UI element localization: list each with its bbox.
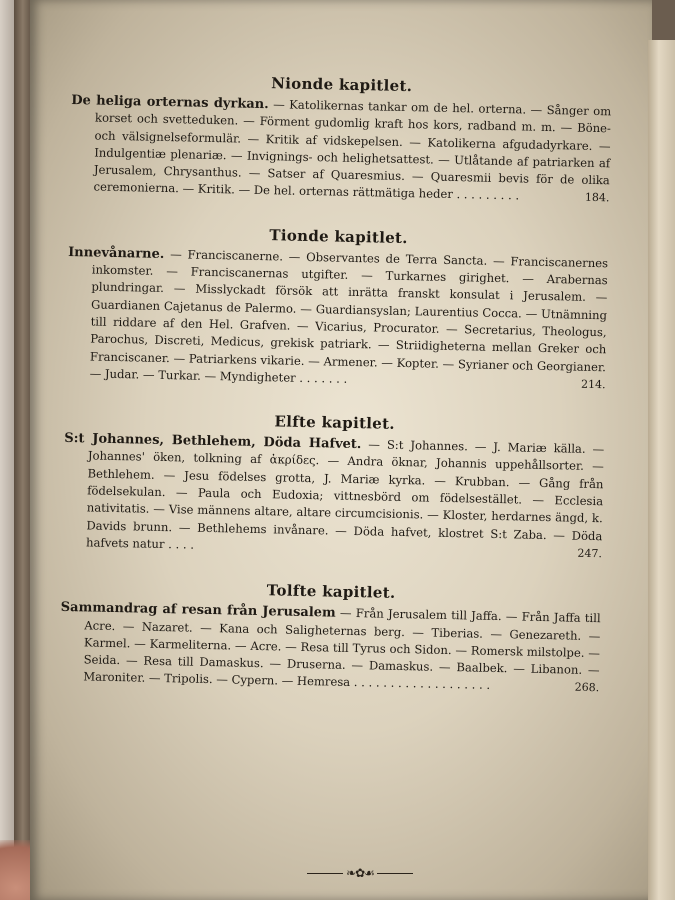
chapter-lead: S:t Johannes, Bethlehem, Döda Hafvet.: [64, 431, 362, 453]
chapter-title: Tolfte kapitlet.: [266, 581, 396, 603]
chapter-text: — Från Jerusalem till Jaffa. — Från Jaffa till Acre. — Nazaret. — Kana och Saligheternas berg. — Tiberias. — Genezareth. — Karmel. — Karmeliterna. — Acre. — Resa till Tyrus och Sidon. — Romersk milstolpe. — Seida. — Resa till Damaskus. — Druserna. — Damaskus. — Baalbek. — Libanon. — Maroniter. — Tripolis. — Cypern. — Hemresa . . . . . . . . . . . . . . . . . . .: [83, 605, 601, 693]
chapter-lead: Innevånarne.: [68, 244, 165, 262]
chapter-9: [69, 70, 612, 207]
table-of-contents: [59, 70, 612, 723]
chapter-lead: De heliga orternas dyrkan.: [71, 92, 269, 113]
chapter-text: — Franciscanerne. — Observantes de Terra Sancta. — Franciscanernes inkomster. — Franciscanernas utgifter. — Turkarnes girighet. — Arabernas plundringar. — Misslyckadt försök att inrätta franskt konsulat i Jerusalem. — Guardianen Cajetanus de Palermo. — Guardiansyslan; Laurentius Cocca. — Utnämning till riddare af den Hel. Grafven. — Vicarius, Procurator. — Secretarius, Theologus, Parochus, Discreti, Medicus, grekisk patriark. — Striidigheterna mellan Greker och Franciscaner. — Patriarkens vikarie. — Armener. — Kopter. — Syrianer och Georgianer. — Judar. — Turkar. — Myndigheter . . . . . . .: [89, 246, 609, 386]
ornament-glyph: ❧✿☙: [346, 866, 374, 880]
chapter-title: Tionde kapitlet.: [269, 225, 408, 247]
chapter-text: — S:t Johannes. — J. Mariæ källa. — Johannes' öken, tolkning af ἀκρίδες. — Andra öknar, Johannis uppehållsorter. — Bethlehem. — Jesu födelses grotta, J. Mariæ kyrka. — Krubban. — Gång från födelsekulan. — Paula och Eudoxia; vittnesbörd om födelsestället. — Ecclesia nativitatis. — Vise männens altare, altare circumcisionis. — Kloster, herdarnes ängd, k. Davids brunn. — Bethlehems invånare. — Döda hafvet, klostret S:t Zaba. — Döda hafvets natur . . . .: [85, 437, 605, 552]
chapter-summary: [59, 599, 601, 697]
page-number: 184.: [584, 191, 610, 205]
chapter-title: Elfte kapitlet.: [274, 412, 396, 433]
chapter-10: [65, 222, 608, 394]
ornament-divider: [300, 866, 420, 880]
page-number: 247.: [577, 546, 603, 561]
page-edge: [648, 40, 675, 900]
ornament-line-left: [307, 873, 343, 874]
chapter-lead: Sammandrag af resan från Jerusalem: [60, 600, 336, 621]
page-number: 268.: [574, 681, 600, 695]
chapter-summary: [65, 244, 608, 394]
chapter-11: [62, 408, 605, 562]
chapter-title: Nionde kapitlet.: [271, 74, 413, 96]
page-number: 214.: [580, 377, 606, 392]
chapter-summary: [69, 92, 611, 207]
chapter-text: — Katolikernas tankar om de hel. orterna. — Sånger om korset och svetteduken. — Förment gudomlig kraft hos kors, radband m. m. — Böne- och välsignelseformulär. — Kritik af vidskepelsen. — Katolikerna afgudadyrkare. — Indulgentiæ plenariæ. — Invignings- och helighetsattest. — Utlåtande af patriarken af Jerusalem, Chrysanthus. — Satser af Quaresmius. — Quaresmii bevis för de olika ceremonierna. — Kritik. — De hel. orternas rättmätiga heder . . . . . . . . .: [93, 97, 612, 203]
ornament-line-right: [377, 873, 413, 874]
chapter-12: [59, 577, 601, 697]
chapter-summary: [62, 430, 604, 562]
